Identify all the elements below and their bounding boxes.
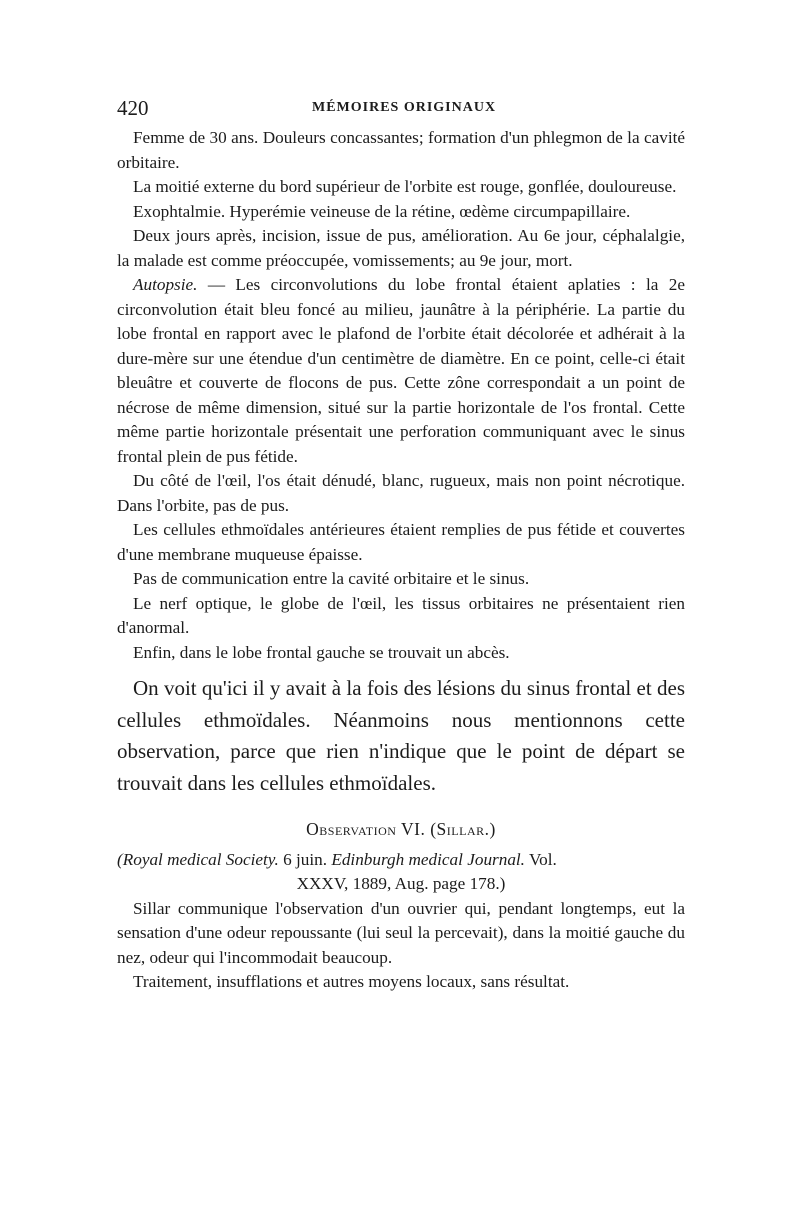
paragraph: Du côté de l'œil, l'os était dénudé, blanc, rugueux, mais non point nécrotique. Dans l'orbite, pas de pus. bbox=[117, 471, 685, 515]
paragraph: Femme de 30 ans. Douleurs concassantes; formation d'un phlegmon de la cavité orbitaire. bbox=[117, 128, 685, 172]
page-number: 420 bbox=[117, 96, 149, 120]
paragraph: Deux jours après, incision, issue de pus, amélioration. Au 6e jour, céphalalgie, la malade est comme préoccupée, vomissements; au 9e jour, mort. bbox=[117, 226, 685, 270]
ref-vol: Vol. bbox=[524, 849, 557, 869]
paragraph: La moitié externe du bord supérieur de l'orbite est rouge, gonflée, douloureuse. bbox=[133, 177, 677, 196]
paragraph: Exophtalmie. Hyperémie veineuse de la rétine, œdème circumpapillaire. bbox=[133, 201, 631, 221]
body-text bbox=[117, 126, 685, 995]
paragraph: Les cellules ethmoïdales antérieures étaient remplies de pus fétide et couvertes d'une membrane muqueuse épaisse. bbox=[117, 520, 685, 564]
paragraph: Sillar communique l'observation d'un ouvrier qui, pendant longtemps, eut la sensation d'une odeur repoussante (lui seul la percevait), dans la moitié gauche du nez, odeur qui l'incommodait beaucoup. bbox=[117, 898, 685, 967]
paragraph: Traitement, insufflations et autres moyens locaux, sans résultat. bbox=[133, 972, 570, 991]
ref-journal: Edinburgh medical Journal. bbox=[331, 849, 525, 869]
ref-society: (Royal medical Society. bbox=[117, 849, 279, 869]
autopsie-label: Autopsie. bbox=[133, 275, 198, 294]
paragraph: Le nerf optique, le globe de l'œil, les tissus orbitaires ne présentaient rien d'anormal. bbox=[117, 593, 685, 637]
autopsie-text: — Les circonvolutions du lobe frontal étaient aplaties : la 2e circonvolution était bleu foncé au milieu, jaunâtre à la périphérie. La partie du lobe frontal en rapport avec le plafond de l'orbite était décolorée et adhérait à la dure-mère sur une étendue d'un centimètre de diamètre. En ce point, celle-ci était bleuâtre et couverte de flocons de pus. Cette zône correspondait a un point de nécrose de même dimension, situé sur la partie horizontale de l'os frontal. Cette même partie horizontale présentait une perforation communiquant avec le sinus frontal plein de pus fétide. bbox=[117, 275, 685, 466]
paragraph: Pas de communication entre la cavité orbitaire et le sinus. bbox=[133, 569, 530, 588]
running-head: MÉMOIRES ORIGINAUX bbox=[312, 100, 497, 115]
page-header bbox=[117, 96, 692, 124]
observation-title: Observation VI. (Sillar.) bbox=[306, 819, 496, 839]
ref-date: 6 juin. bbox=[278, 849, 332, 869]
observation-reference bbox=[117, 848, 685, 897]
paragraph: Enfin, dans le lobe frontal gauche se trouvait un abcès. bbox=[133, 642, 510, 662]
ref-volume-line: XXXV, 1889, Aug. page 178.) bbox=[296, 874, 506, 893]
commentary-paragraph: On voit qu'ici il y avait à la fois des lésions du sinus frontal et des cellules ethmoïdales. Néanmoins nous mentionnons cette observation, parce que rien n'indique que le point de départ se trouvait dans les cellules ethmoïdales. bbox=[117, 676, 685, 795]
paragraph-autopsie bbox=[117, 273, 685, 469]
